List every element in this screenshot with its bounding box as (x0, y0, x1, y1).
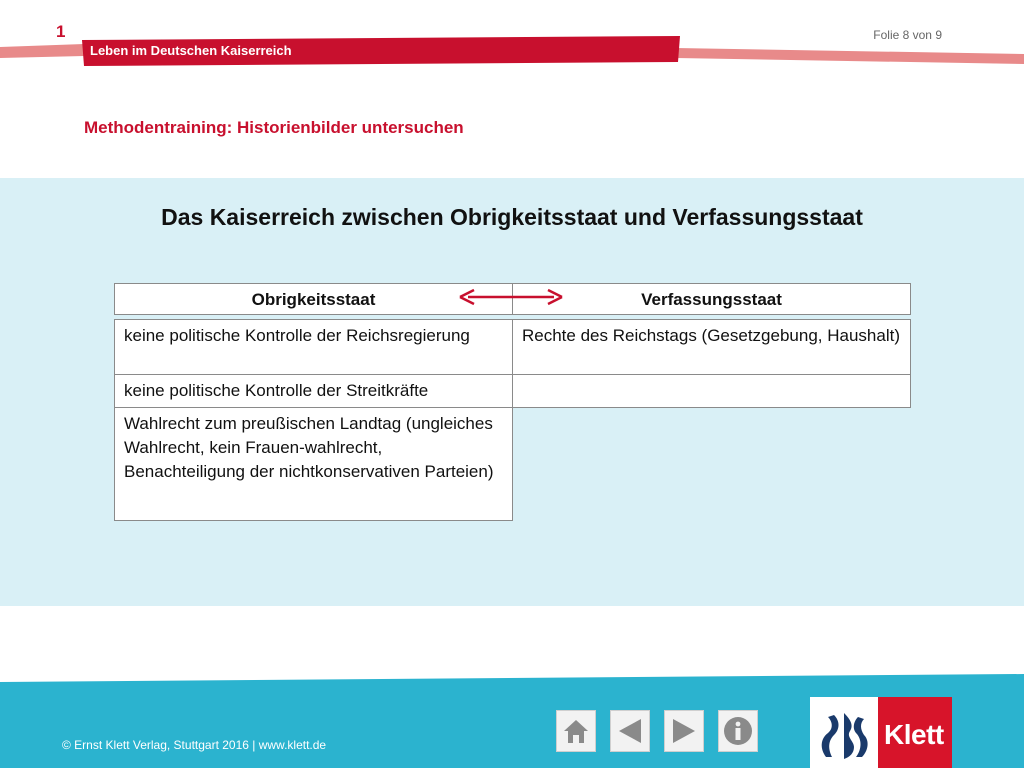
info-button[interactable] (718, 710, 758, 752)
table-cell-right-2 (512, 374, 911, 408)
table-header-obrigkeitsstaat: Obrigkeitsstaat (114, 283, 513, 315)
table-cell-right-1: Rechte des Reichstags (Gesetzgebung, Haushalt) (512, 319, 911, 375)
page-subtitle: Methodentraining: Historienbilder untersuchen (84, 118, 464, 137)
klett-logo-red-block (878, 697, 952, 768)
table-cell-left-1: keine politische Kontrolle der Reichsregierung (114, 319, 513, 375)
klett-logo (810, 697, 952, 768)
chapter-number: 1 (56, 22, 66, 41)
table-cell-left-3: Wahlrecht zum preußischen Landtag (ungleiches Wahlrecht, kein Frauen-wahlrecht, Benachteiligung der nichtkonservativen Parteien) (114, 407, 513, 521)
next-icon (669, 716, 699, 746)
page-title: Das Kaiserreich zwischen Obrigkeitsstaat und Verfassungsstaat (161, 204, 863, 230)
double-arrow-icon (458, 284, 564, 310)
home-icon (561, 716, 591, 746)
previous-icon (615, 716, 645, 746)
copyright-text: © Ernst Klett Verlag, Stuttgart 2016 | www.klett.de (62, 738, 327, 752)
table-header-verfassungsstaat: Verfassungsstaat (512, 283, 911, 315)
slide-counter: Folie 8 von 9 (873, 28, 942, 42)
table-cell-left-2: keine politische Kontrolle der Streitkräfte (114, 374, 513, 408)
header-red-line-right (676, 42, 1024, 64)
klett-logo-text: Klett (884, 719, 944, 750)
banner-title: Leben im Deutschen Kaiserreich (90, 43, 292, 58)
klett-logo-mark-icon (810, 697, 878, 768)
next-button[interactable] (664, 710, 704, 752)
previous-button[interactable] (610, 710, 650, 752)
info-icon (722, 715, 754, 747)
home-button[interactable] (556, 710, 596, 752)
header-red-line-left (0, 44, 84, 58)
